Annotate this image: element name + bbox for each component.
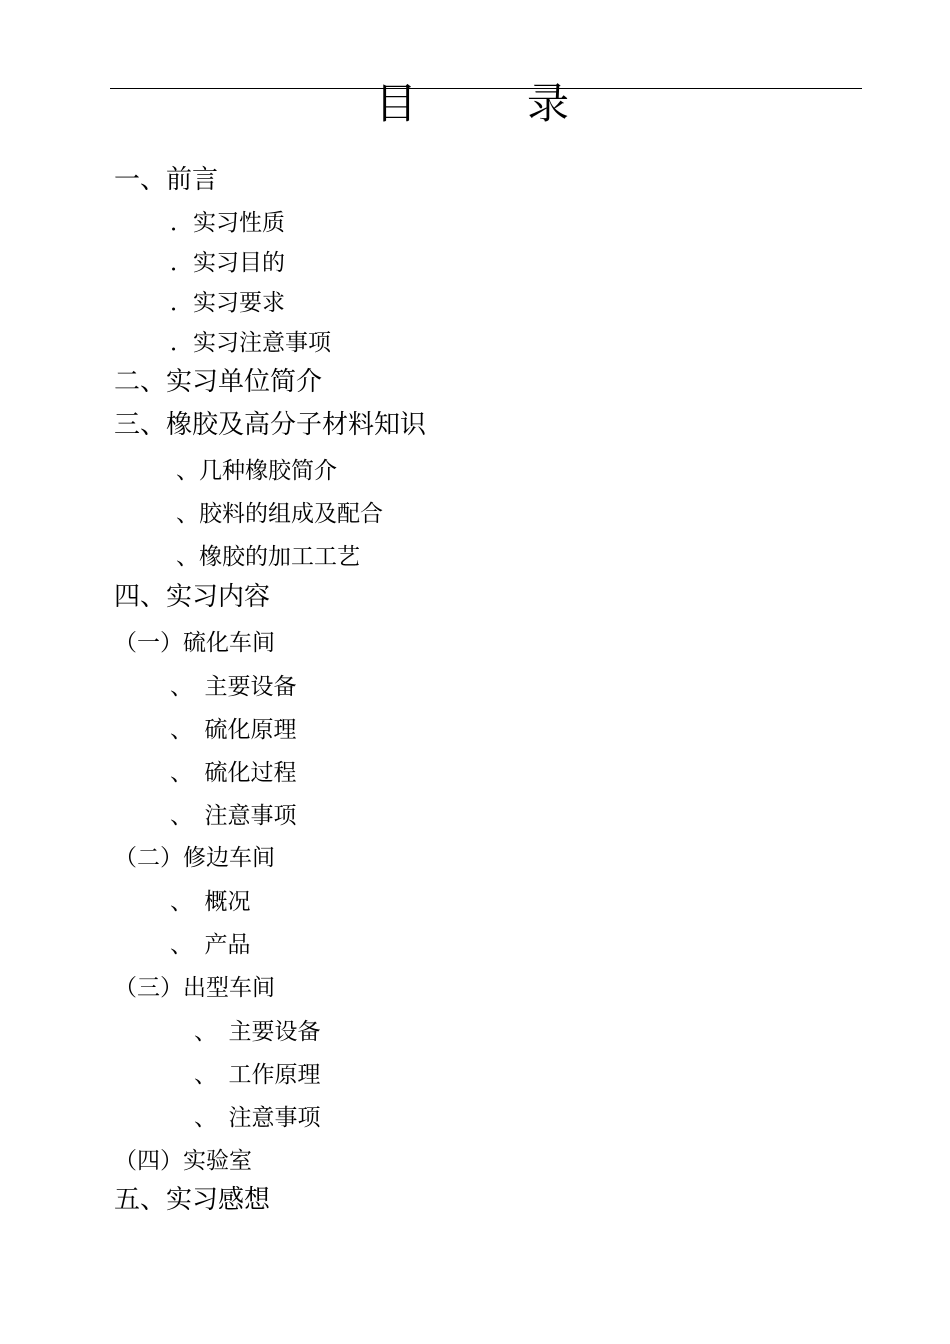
toc-item-preface: 一、前言 bbox=[114, 165, 219, 195]
page-title: 目 录 bbox=[374, 79, 603, 128]
toc-item-demolding-workshop: （三）出型车间 bbox=[114, 975, 275, 1001]
toc-item-working-principle: 、 工作原理 bbox=[194, 1062, 321, 1088]
toc-item-internship-notes: ．实习注意事项 bbox=[170, 330, 331, 356]
toc-item-internship-purpose: ．实习目的 bbox=[170, 250, 285, 276]
toc-item-rubber-processing: 、橡胶的加工工艺 bbox=[176, 544, 360, 570]
toc-item-company-intro: 二、实习单位简介 bbox=[114, 367, 323, 397]
toc-item-laboratory: （四）实验室 bbox=[114, 1148, 252, 1174]
toc-item-compound-formulation: 、胶料的组成及配合 bbox=[176, 501, 383, 527]
toc-item-rubber-knowledge: 三、橡胶及高分子材料知识 bbox=[114, 410, 427, 440]
toc-item-reflections: 五、实习感想 bbox=[114, 1185, 271, 1215]
toc-item-internship-requirements: ．实习要求 bbox=[170, 290, 285, 316]
toc-item-vulcanization-notes: 、 注意事项 bbox=[170, 803, 297, 829]
toc-item-vulcanization-process: 、 硫化过程 bbox=[170, 760, 297, 786]
toc-item-main-equipment: 、 主要设备 bbox=[170, 674, 297, 700]
toc-item-overview: 、 概况 bbox=[170, 889, 251, 915]
toc-item-demolding-equipment: 、 主要设备 bbox=[194, 1019, 321, 1045]
toc-item-internship-content: 四、实习内容 bbox=[114, 582, 271, 612]
toc-item-vulcanization-principle: 、 硫化原理 bbox=[170, 717, 297, 743]
toc-item-vulcanization-workshop: （一）硫化车间 bbox=[114, 630, 275, 656]
toc-item-rubber-types: 、几种橡胶简介 bbox=[176, 458, 337, 484]
toc-item-products: 、 产品 bbox=[170, 932, 251, 958]
toc-item-trimming-workshop: （二）修边车间 bbox=[114, 845, 275, 871]
toc-item-demolding-notes: 、 注意事项 bbox=[194, 1105, 321, 1131]
toc-item-internship-nature: ．实习性质 bbox=[170, 210, 285, 236]
